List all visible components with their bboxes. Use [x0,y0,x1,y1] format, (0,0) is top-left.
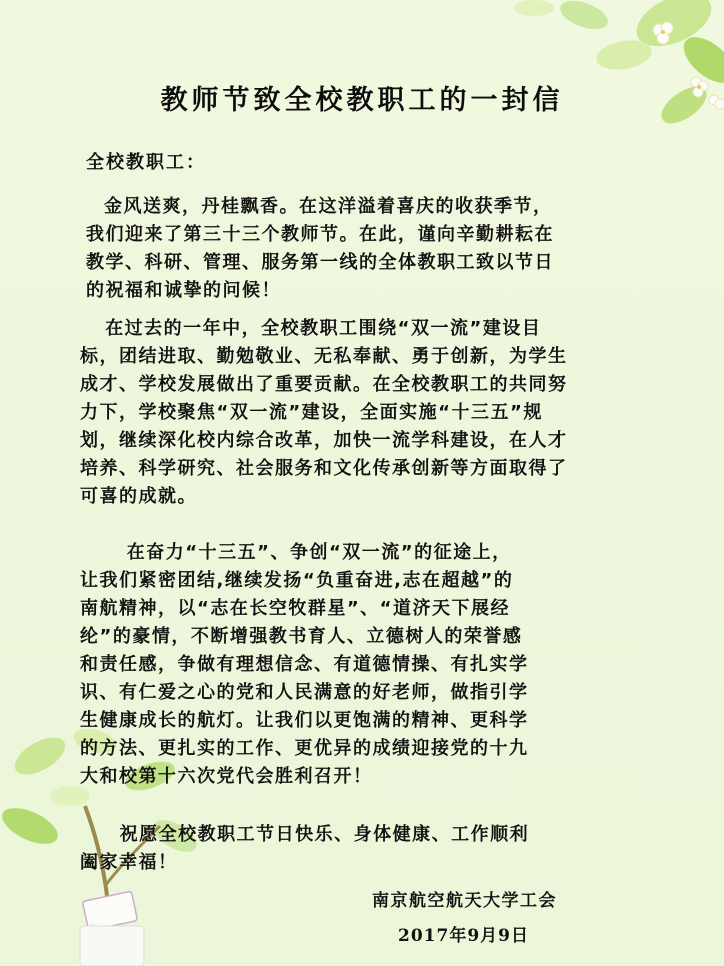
paragraph-line: 阖家幸福！ [80,852,178,873]
paragraph-call-to-action [80,539,650,791]
paragraph-line: 的祝福和诚挚的问候！ [86,280,281,301]
paragraph-line: 在过去的一年中，全校教职工围绕“双一流”建设目 [105,318,542,339]
paragraph-line: 生健康成长的航灯。让我们以更饱满的精神、更科学 [80,710,529,731]
paragraph-line: 和责任感，争做有理想信念、有道德情操、有扎实学 [80,654,529,675]
paragraph-line: 大和校第十六次党代会胜利召开！ [80,766,373,787]
paragraph-line: 在奋力“十三五”、争创“双一流”的征途上， [126,542,512,563]
paragraph-line: 识、有仁爱之心的党和人民满意的好老师，做指引学 [80,682,529,703]
paragraph-greeting [86,193,646,305]
paragraph-line: 培养、科学研究、社会服务和文化传承创新等方面取得了 [80,458,568,479]
paragraph-line: 南航精神，以“志在长空牧群星”、“道济天下展经 [80,598,510,619]
paragraph-achievements [80,315,650,511]
salutation: 全校教职工： [86,152,206,173]
paragraph-line: 可喜的成就。 [80,486,197,507]
paragraph-line: 教学、科研、管理、服务第一线的全体教职工致以节日 [86,252,554,273]
letter-title: 教师节致全校教职工的一封信 [160,85,564,116]
paragraph-line: 力下，学校聚焦“双一流”建设，全面实施“十三五”规 [80,402,543,423]
leaves-flowers-decoration [424,0,724,140]
paragraph-line: 金风送爽，丹桂飘香。在这洋溢着喜庆的收获季节， [104,196,553,217]
paragraph-line: 的方法、更扎实的工作、更优异的成绩迎接党的十九 [80,738,529,759]
paragraph-line: 我们迎来了第三十三个教师节。在此，谨向辛勤耕耘在 [86,224,554,245]
signature-organization: 南京航空航天大学工会 [372,891,557,911]
paragraph-line: 成才、学校发展做出了重要贡献。在全校教职工的共同努 [80,374,568,395]
paragraph-wishes [80,821,650,877]
signature-date: 2017年9月9日 [398,926,529,946]
paragraph-line: 让我们紧密团结,继续发扬“负重奋进,志在超越”的 [80,570,514,591]
paragraph-line: 标，团结进取、勤勉敬业、无私奉献、勇于创新，为学生 [80,346,568,367]
paragraph-line: 祝愿全校教职工节日快乐、身体健康、工作顺利 [119,824,530,845]
paragraph-line: 划，继续深化校内综合改革，加快一流学科建设，在人才 [80,430,568,451]
paragraph-line: 纶”的豪情，不断增强教书育人、立德树人的荣誉感 [80,626,523,647]
